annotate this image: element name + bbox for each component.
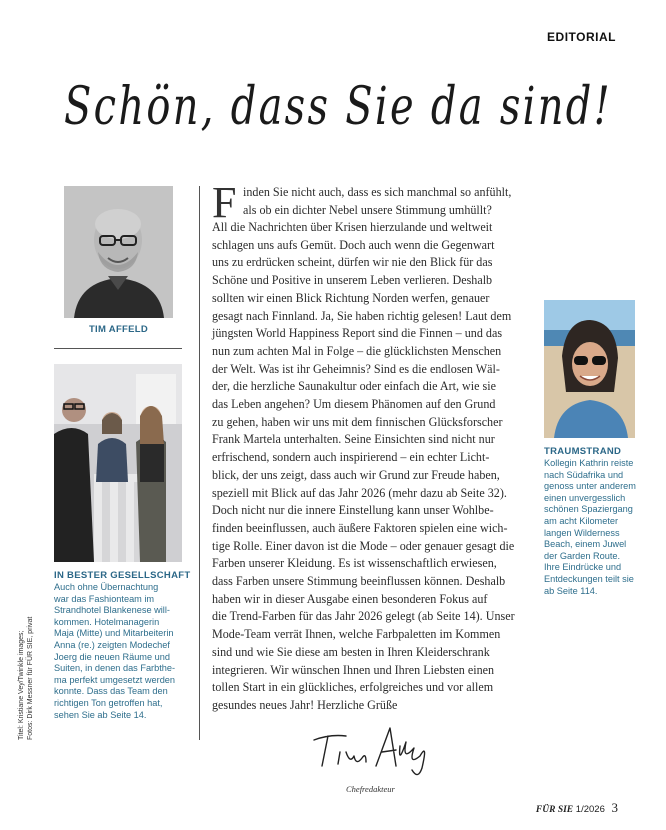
article-line: haben wir in dieser Ausgabe einen besonderen Fokus auf (212, 591, 488, 606)
drop-cap: F (212, 178, 237, 227)
team-caption-line: Anna (re.) zeigten Modechef (54, 639, 170, 650)
team-caption-line: Auch ohne Übernachtung (54, 582, 159, 592)
team-caption-line: ma perfekt umgesetzt werden (54, 674, 176, 685)
article-line: sind und wie Sie diese am besten in Ihren Kleiderschrank (212, 644, 490, 659)
kathrin-caption-line: langen Wilderness (544, 527, 620, 538)
section-label: EDITORIAL (547, 30, 616, 44)
article-line: der Welt. Was ist ihr Geheimnis? Sind es die endlosen Wäl- (212, 361, 500, 376)
team-caption-line: richtigen Ton getroffen hat, (54, 697, 163, 708)
photo-credit-line: Titel: Kristiane Vey/Twinkle images; (18, 630, 25, 740)
kathrin-caption-line: einen unvergesslich (544, 492, 626, 503)
kathrin-caption-line: Beach, einem Juwel (544, 539, 627, 550)
magazine-name: FÜR SIE (535, 805, 574, 815)
kathrin-caption-line: genoss unter anderem (544, 481, 636, 492)
kathrin-caption-line: Kollegin Kathrin reiste (544, 458, 634, 468)
kathrin-caption-line: ab Seite 114. (544, 585, 598, 596)
article-line: gesundes neues Jahr! Herzliche Grüße (212, 697, 398, 712)
article-line: das Leben angehen? Um diesem Phänomen auf den Grund (212, 397, 496, 412)
article-line: Doch nicht nur die innere Einstellung kann unser Wohlbe- (212, 503, 494, 518)
article-intro (243, 184, 561, 219)
article-body (212, 219, 530, 715)
issue-number: 1/2026 (575, 804, 605, 815)
article-line: Schöne und Positive in unserem Leben verlieren. Deshalb (212, 273, 493, 288)
article-line: gesagt nach Finnland. Ja, Sie haben richtig gelesen! Laut dem (212, 308, 512, 323)
team-caption-line: war das Fashionteam im (54, 593, 155, 604)
headline (60, 62, 620, 152)
article-line: als ob ein dichter Nebel unsere Stimmung umhüllt? (243, 202, 492, 217)
article-line: der, die herzliche Saunakultur oder einfach die Art, wie sie (212, 379, 496, 394)
team-caption-line: Suiten, in denen das Farbthe- (54, 663, 176, 674)
page-footer (536, 800, 618, 816)
article-line: tige Rolle. Einer davon ist die Mode – oder genauer gesagt die (212, 538, 515, 553)
kathrin-caption-line: am acht Kilometer (544, 515, 619, 526)
photo-credit-line: Fotos: Dirk Messner für FÜR SIE, privat (26, 616, 34, 740)
author-name: TIM AFFELD (88, 324, 149, 335)
author-photo (64, 186, 173, 318)
team-caption-line: kommen. Hotelmanagerin (54, 616, 160, 627)
kathrin-photo (544, 300, 635, 438)
kathrin-caption-line: der Garden Route. (544, 550, 621, 561)
headline-text: Schön, dass Sie da sind! (64, 77, 612, 137)
team-caption-title: IN BESTER GESELLSCHAFT (54, 570, 191, 581)
kathrin-caption-line: Entdeckungen teilt sie (544, 573, 634, 584)
article-line: tollen Start in ein glückliches, erfolgreiches und vor allem (212, 680, 494, 695)
team-caption-line: Joerg die neuen Räume und (54, 651, 170, 662)
article-line: erfrischend, sondern auch inspirierend – ein echter Licht- (212, 450, 490, 465)
article-line: Mode-Team verrät Ihnen, welche Farbpaletten im Kommen (212, 627, 501, 642)
article-line: jüngsten World Happiness Report sind die Finnen – und das (212, 326, 503, 341)
article-line: schlagen uns aufs Gemüt. Doch auch wenn die Gegenwart (212, 237, 495, 252)
article-line: die Trend-Farben für das Jahr 2026 gelegt (ab Seite 14). Unser (212, 609, 515, 624)
article-line: inden Sie nicht auch, dass es sich manchmal so anfühlt, (243, 185, 512, 199)
article-line: dass Farben unsere Stimmung beeinflussen können. Deshalb (212, 574, 506, 589)
kathrin-caption (544, 458, 642, 597)
article-line: sollten wir einen Blick Richtung Norden werfen, genauer (212, 290, 490, 305)
team-caption-line: konnte. Dass das Team den (54, 686, 168, 697)
article-line: nun zum achten Mal in Folge – die glücklichsten Menschen (212, 343, 502, 358)
article-line: Farben unserer Kleidung. Es ist wissenschaftlich erwiesen, (212, 556, 497, 571)
article-line: Frank Martela unterhalten. Seine Einsichten sind nicht nur (212, 432, 495, 447)
article-line: zu gehen, haben wir uns mit dem finnischen Glücksforscher (212, 414, 503, 429)
photo-credit (18, 600, 35, 740)
article-line: All die Nachrichten über Krisen hierzulande und weltweit (212, 220, 493, 234)
article-line: finden beeinflussen, auch äußere Faktoren spielen eine wich- (212, 520, 508, 535)
article-line: integrieren. Wir wünschen Ihnen und Ihren Liebsten einen (212, 662, 495, 677)
signature (310, 722, 450, 784)
article-line: uns zu erdrücken scheint, dürfen wir nie den Blick für das (212, 255, 493, 270)
kathrin-caption-line: schönen Spaziergang (544, 504, 633, 515)
team-caption (54, 582, 186, 721)
team-photo (54, 364, 182, 562)
kathrin-caption-line: nach Südafrika und (544, 469, 624, 480)
team-caption-line: Strandhotel Blankenese will- (54, 605, 170, 616)
article-line: blick, der uns zeigt, dass auch wir Grund zur Freude haben, (212, 467, 500, 482)
signature-role: Chefredakteur (346, 784, 395, 794)
kathrin-caption-line: Ihre Eindrücke und (544, 562, 622, 573)
team-caption-line: Maja (Mitte) und Mitarbeiterin (54, 628, 174, 639)
column-divider (199, 186, 200, 740)
article-line: speziell mit Blick auf das Jahr 2026 (mehr dazu ab Seite 32). (212, 485, 507, 500)
team-caption-line: sehen Sie ab Seite 14. (54, 709, 147, 720)
kathrin-caption-title: TRAUMSTRAND (544, 446, 622, 457)
page-number: 3 (611, 800, 618, 815)
divider (54, 348, 182, 349)
